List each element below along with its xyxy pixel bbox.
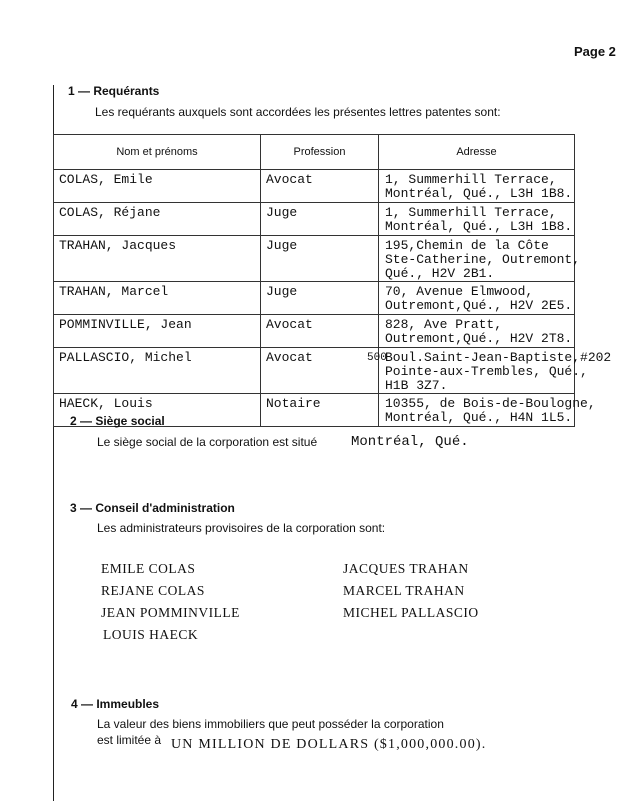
- admin-name: JEAN POMMINVILLE: [101, 605, 240, 620]
- cell-name: COLAS, Emile: [54, 170, 261, 203]
- section1-text: Les requérants auxquels sont accordées les présentes lettres patentes sont:: [95, 105, 501, 119]
- cell-address: [379, 236, 581, 282]
- cell-profession: Juge: [261, 282, 379, 315]
- cell-name: PALLASCIO, Michel: [54, 348, 261, 394]
- admin-name: EMILE COLAS: [101, 561, 196, 576]
- address-line: Boul.Saint-Jean-Baptiste,#202: [385, 350, 612, 365]
- address-line: H1B 3Z7.: [385, 378, 448, 393]
- admins-left-list: [101, 558, 240, 646]
- address-line: 828, Ave Pratt,: [385, 317, 503, 332]
- cell-profession: Avocat: [261, 170, 379, 203]
- requerants-table: [53, 134, 612, 427]
- address-line: 10355, de Bois-de-Boulogne,: [385, 396, 596, 411]
- cell-name: TRAHAN, Jacques: [54, 236, 261, 282]
- table-row: [54, 203, 575, 236]
- cell-address: [379, 394, 596, 427]
- table-row: [54, 315, 575, 348]
- address-line: Outremont,Qué., H2V 2E5.: [385, 298, 573, 313]
- section1-heading: 1 — Requérants: [68, 84, 160, 98]
- table-row: [54, 282, 575, 315]
- cell-name: POMMINVILLE, Jean: [54, 315, 261, 348]
- address-line: Qué., H2V 2B1.: [385, 266, 495, 281]
- table-row: [54, 236, 575, 282]
- cell-profession: Juge: [261, 203, 379, 236]
- address-line: 1, Summerhill Terrace,: [385, 205, 557, 220]
- table-header-row: [54, 135, 575, 170]
- address-line: 70, Avenue Elmwood,: [385, 284, 534, 299]
- address-line: 195,Chemin de la Côte: [385, 238, 549, 253]
- header-name: Nom et prénoms: [54, 135, 261, 170]
- cell-address: [367, 348, 612, 394]
- cell-address: [379, 315, 575, 348]
- section3-text: Les administrateurs provisoires de la corporation sont:: [97, 521, 386, 535]
- address-line: Montréal, Qué., L3H 1B8.: [385, 186, 573, 201]
- table-row: [54, 170, 575, 203]
- cell-profession: Avocat: [261, 348, 379, 394]
- cell-profession: Avocat: [261, 315, 379, 348]
- admin-name: JACQUES TRAHAN: [343, 561, 469, 576]
- cell-name: HAECK, Louis: [54, 394, 261, 427]
- header-address: Adresse: [379, 135, 575, 170]
- address-line: Montréal, Qué., H4N 1L5.: [385, 410, 573, 425]
- cell-address: [379, 203, 575, 236]
- section4-heading: 4 — Immeubles: [71, 697, 160, 711]
- admin-name: MICHEL PALLASCIO: [343, 605, 479, 620]
- cell-profession: Notaire: [261, 394, 379, 427]
- immeubles-value: UN MILLION DE DOLLARS ($1,000,000.00).: [171, 737, 487, 752]
- siege-social-value: Montréal, Qué.: [351, 434, 469, 450]
- admin-name: MARCEL TRAHAN: [343, 583, 465, 598]
- section2-text: Le siège social de la corporation est situé: [97, 435, 318, 449]
- address-prefix: 500: [367, 352, 387, 364]
- table-row: [54, 348, 575, 394]
- cell-name: COLAS, Réjane: [54, 203, 261, 236]
- address-line: Pointe-aux-Trembles, Qué.,: [385, 364, 588, 379]
- section4-text-line2: est limitée à: [97, 733, 162, 747]
- cell-address: [379, 282, 575, 315]
- admin-name: REJANE COLAS: [101, 583, 205, 598]
- address-line: 1, Summerhill Terrace,: [385, 172, 557, 187]
- section2-heading: 2 — Siège social: [70, 414, 165, 428]
- section4-text-line1: La valeur des biens immobiliers que peut posséder la corporation: [97, 717, 444, 731]
- admins-right-list: [343, 558, 479, 624]
- address-line: Ste-Catherine, Outremont,: [385, 252, 581, 267]
- cell-profession: Juge: [261, 236, 379, 282]
- address-line: Outremont,Qué., H2V 2T8.: [385, 331, 573, 346]
- cell-name: TRAHAN, Marcel: [54, 282, 261, 315]
- admin-name: LOUIS HAECK: [103, 627, 199, 642]
- cell-address: [379, 170, 575, 203]
- address-line: Montréal, Qué., L3H 1B8.: [385, 219, 573, 234]
- header-profession: Profession: [261, 135, 379, 170]
- section3-heading: 3 — Conseil d'administration: [70, 501, 235, 515]
- page-number: Page 2: [574, 44, 616, 59]
